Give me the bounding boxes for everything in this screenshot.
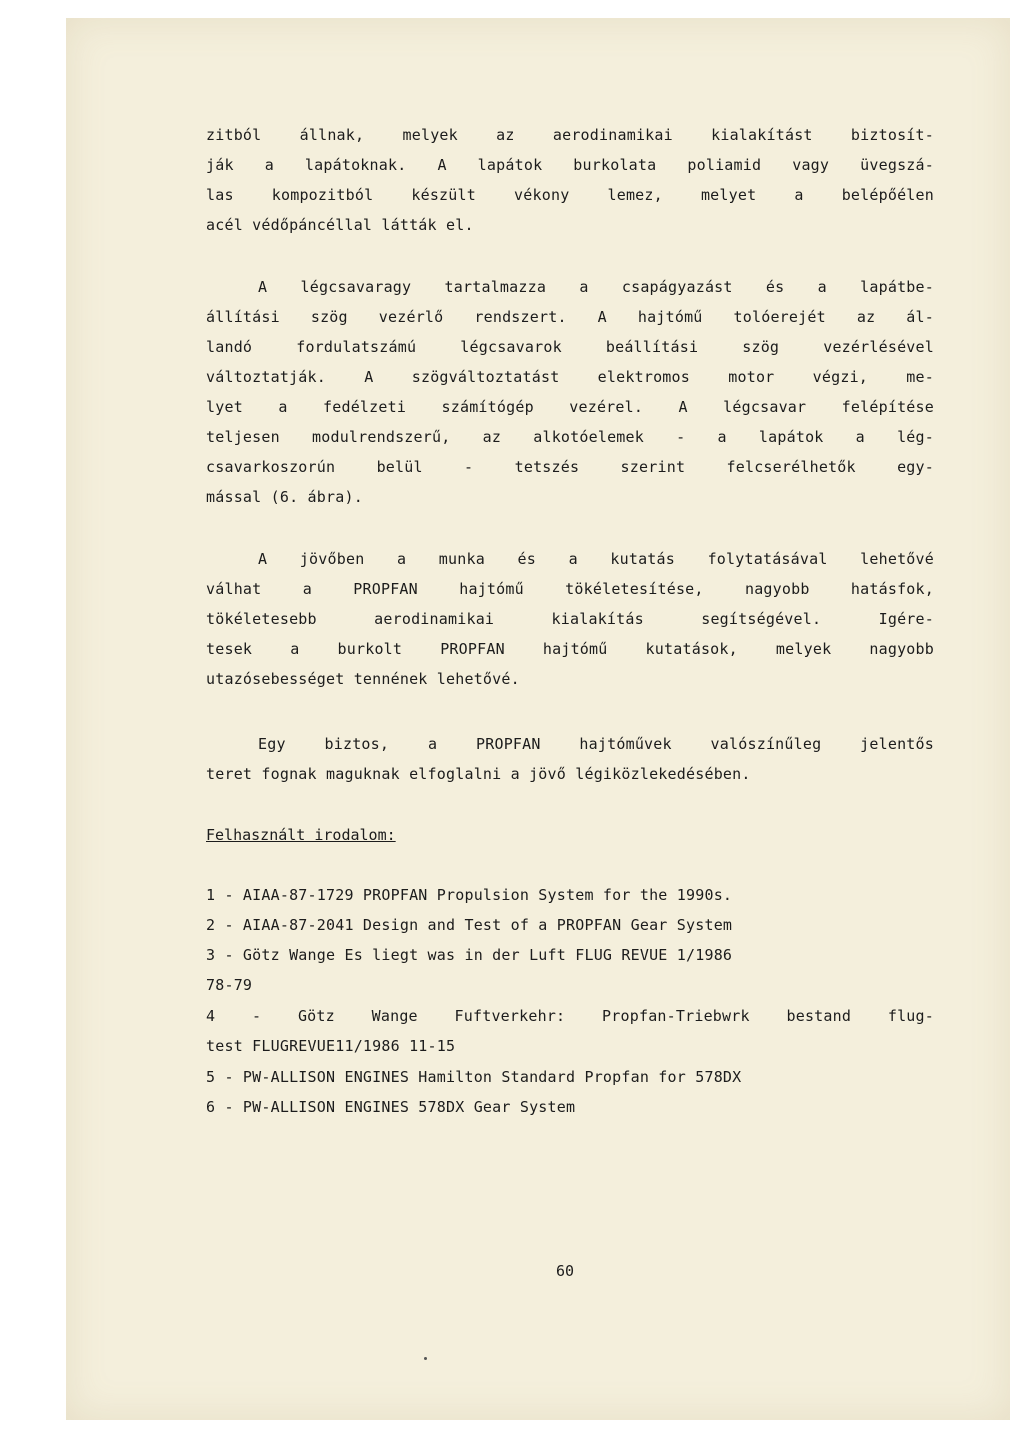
text-line: ják a lapátoknak. A lapátok burkolata poliamid vagy üvegszá- [206, 156, 934, 174]
reference-item: 6 - PW-ALLISON ENGINES 578DX Gear System [206, 1098, 576, 1116]
text-line: teret fognak maguknak elfoglalni a jövő légiközlekedésében. [206, 765, 751, 783]
text-line: zitból állnak, melyek az aerodinamikai kialakítást biztosít- [206, 126, 934, 144]
references-heading: Felhasznált irodalom: [206, 826, 396, 844]
reference-item: 78-79 [206, 976, 253, 994]
text-line: válhat a PROPFAN hajtómű tökéletesítése, nagyobb hatásfok, [206, 580, 934, 598]
text-line: tesek a burkolt PROPFAN hajtómű kutatások, melyek nagyobb [206, 640, 934, 658]
page-number: 60 [556, 1262, 575, 1280]
reference-item: 4 - Götz Wange Fuftverkehr: Propfan-Triebwrk bestand flug- [206, 1007, 934, 1025]
reference-item: 1 - AIAA-87-1729 PROPFAN Propulsion System for the 1990s. [206, 886, 733, 904]
text-line: A jövőben a munka és a kutatás folytatásával lehetővé [258, 550, 934, 568]
text-line: állítási szög vezérlő rendszert. A hajtómű tolóerejét az ál- [206, 308, 934, 326]
reference-item: test FLUGREVUE11/1986 11-15 [206, 1037, 456, 1055]
reference-item: 2 - AIAA-87-2041 Design and Test of a PROPFAN Gear System [206, 916, 733, 934]
text-line: Egy biztos, a PROPFAN hajtóművek valószínűleg jelentős [258, 735, 934, 753]
text-line: csavarkoszorún belül - tetszés szerint felcserélhetők egy- [206, 458, 934, 476]
reference-item: 5 - PW-ALLISON ENGINES Hamilton Standard Propfan for 578DX [206, 1068, 742, 1086]
text-line: lyet a fedélzeti számítógép vezérel. A légcsavar felépítése [206, 398, 934, 416]
reference-item: 3 - Götz Wange Es liegt was in der Luft FLUG REVUE 1/1986 [206, 946, 733, 964]
text-line: mással (6. ábra). [206, 488, 363, 506]
text-line: A légcsavaragy tartalmazza a csapágyazást és a lapátbe- [258, 278, 934, 296]
text-line: teljesen modulrendszerű, az alkotóelemek - a lapátok a lég- [206, 428, 934, 446]
text-line: las kompozitból készült vékony lemez, melyet a belépőélen [206, 186, 934, 204]
scan-speck [424, 1357, 427, 1360]
text-line: landó fordulatszámú légcsavarok beállítási szög vezérlésével [206, 338, 934, 356]
text-line: változtatják. A szögváltoztatást elektromos motor végzi, me- [206, 368, 934, 386]
text-line: tökéletesebb aerodinamikai kialakítás segítségével. Igére- [206, 610, 934, 628]
text-line: utazósebességet tennének lehetővé. [206, 670, 520, 688]
text-line: acél védőpáncéllal látták el. [206, 216, 474, 234]
